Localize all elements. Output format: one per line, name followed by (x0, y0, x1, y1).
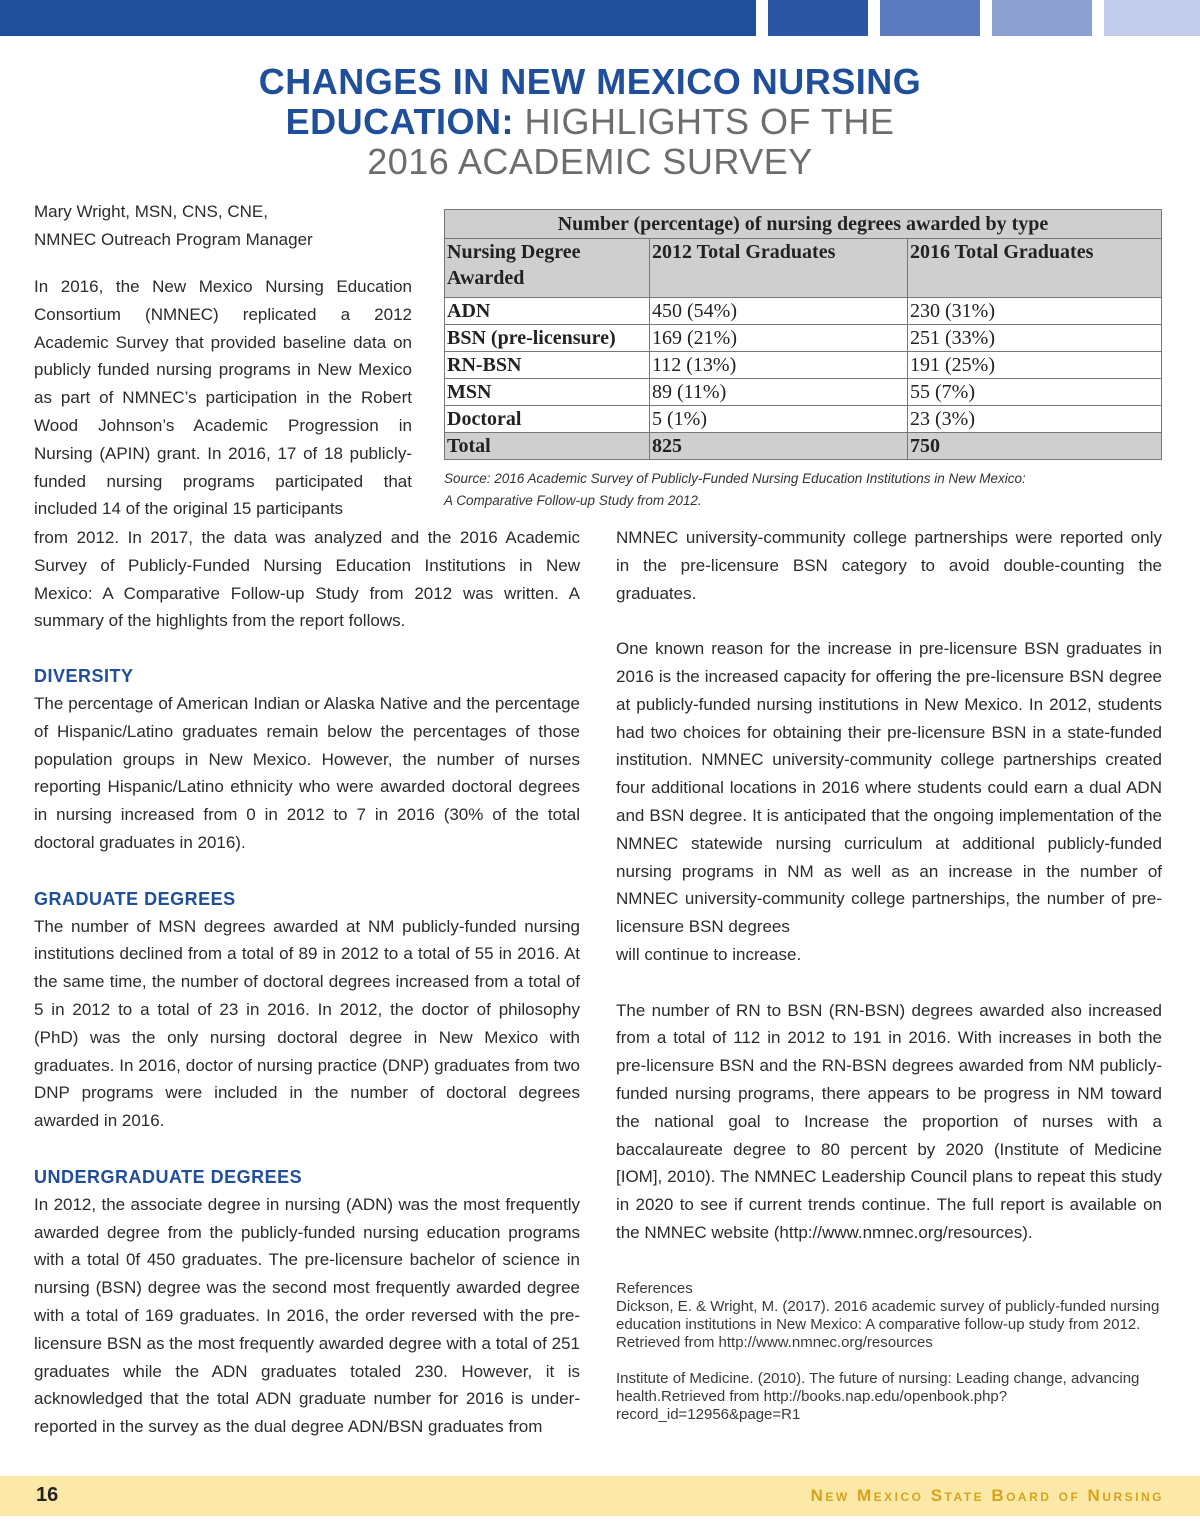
row-label: ADN (445, 298, 650, 325)
source-line-2: A Comparative Follow-up Study from 2012. (444, 493, 702, 508)
diversity-heading: DIVERSITY (34, 666, 134, 686)
table-total-row (445, 433, 1162, 460)
degrees-table (444, 209, 1162, 460)
color-block-2 (768, 0, 868, 36)
reference-1: Dickson, E. & Wright, M. (2017). 2016 academic survey of publicly-funded nursing education institutions in New Mexico: A comparative follow-up study from 2012. Retrieved from http://www.nmnec.org/resources (616, 1298, 1160, 1351)
left-column (34, 662, 580, 1441)
row-2016: 191 (25%) (908, 352, 1162, 379)
right-column (616, 524, 1162, 1247)
row-2016: 230 (31%) (908, 298, 1162, 325)
total-2012: 825 (650, 433, 908, 460)
references (616, 1280, 1162, 1424)
intro-text-part1: In 2016, the New Mexico Nursing Education Consortium (NMNEC) replicated a 2012 Academic Survey that provided baseline data on publicly funded nursing programs in New Mexico as part of NMNEC’s participation in the Robert Wood Johnson’s Academic Progression in Nursing (APIN) grant. In 2016, 17 of 18 publicly-funded nursing programs participated that included 14 of the original 15 participants (34, 277, 412, 519)
table-source (444, 468, 1162, 512)
intro-paragraph-continued (34, 524, 580, 635)
table-row (445, 406, 1162, 433)
total-2016: 750 (908, 433, 1162, 460)
graduate-degrees-heading: GRADUATE DEGREES (34, 888, 236, 909)
table-caption: Number (percentage) of nursing degrees awarded by type (445, 210, 1162, 239)
undergraduate-degrees-heading: UNDERGRADUATE DEGREES (34, 1166, 303, 1187)
row-label: MSN (445, 379, 650, 406)
title-line-2 (0, 102, 1180, 142)
references-heading: References (616, 1280, 693, 1297)
intro-text-part2: from 2012. In 2017, the data was analyzed and the 2016 Academic Survey of Publicly-Funded Nursing Education Institutions in New Mexico: A Comparative Follow-up Study from 2012 was written. A summary of the highlights from the report follows. (34, 528, 580, 631)
header-2016: 2016 Total Graduates (908, 239, 1162, 298)
table-header-row (445, 239, 1162, 298)
table-row (445, 352, 1162, 379)
header-2012: 2012 Total Graduates (650, 239, 908, 298)
journal-name: New Mexico State Board of Nursing (810, 1486, 1164, 1505)
color-block-3 (880, 0, 980, 36)
color-block-1 (0, 0, 756, 36)
degrees-table-wrapper (444, 209, 1162, 460)
right-paragraph-2-end: will continue to increase. (616, 944, 802, 964)
author-block (34, 198, 414, 254)
right-paragraph-2: One known reason for the increase in pre-licensure BSN graduates in 2016 is the increased capacity for offering the pre-licensure BSN degree at publicly-funded nursing institutions in New Mexico. In 2012, students had two choices for obtaining their pre-licensure BSN in a state-funded institution. NMNEC university-community college partnerships created four additional locations in 2016 where students could earn a dual ADN and BSN degree. It is anticipated that the ongoing implementation of the NMNEC statewide nursing curriculum at additional publicly-funded nursing programs in NM as well as an increase in the number of NMNEC university-community college partnerships, the number of pre-licensure BSN degrees (616, 639, 1162, 937)
row-label: RN-BSN (445, 352, 650, 379)
author-role: NMNEC Outreach Program Manager (34, 229, 313, 249)
graduate-degrees-body: The number of MSN degrees awarded at NM publicly-funded nursing institutions declined from a total of 89 in 2012 to a total of 55 in 2016. At the same time, the number of doctoral degrees increased from a total of 5 in 2012 to a total of 23 in 2016. In 2012, the doctor of philosophy (PhD) was the only nursing doctoral degree in New Mexico with graduates. In 2016, doctor of nursing practice (DNP) graduates from two DNP programs were included in the number of doctoral degrees awarded in 2016. (34, 916, 580, 1131)
header-degree: Nursing Degree Awarded (445, 239, 650, 298)
article-title (0, 62, 1180, 182)
row-2016: 23 (3%) (908, 406, 1162, 433)
right-paragraph-1: NMNEC university-community college partnerships were reported only in the pre-licensure BSN category to avoid double-counting the graduates. (616, 528, 1162, 603)
source-line-1: Source: 2016 Academic Survey of Publicly-Funded Nursing Education Institutions in New Mexico: (444, 471, 1026, 486)
title-line-2-rest: HIGHLIGHTS OF THE (513, 101, 895, 142)
right-paragraph-3: The number of RN to BSN (RN-BSN) degrees awarded also increased from a total of 112 in 2012 to 191 in 2016. With increases in both the pre-licensure BSN and the RN-BSN degrees awarded from NM publicly-funded nursing programs, there appears to be progress in NM toward the national goal to Increase the proportion of nurses with a baccalaureate degree to 80 percent by 2020 (Institute of Medicine [IOM], 2010). The NMNEC Leadership Council plans to repeat this study in 2020 to see if current trends continue. The full report is available on the NMNEC website (http://www.nmnec.org/resources). (616, 1000, 1162, 1242)
total-label: Total (445, 433, 650, 460)
top-color-bar (0, 0, 1200, 36)
page-number: 16 (36, 1484, 59, 1506)
row-2016: 251 (33%) (908, 325, 1162, 352)
row-2012: 112 (13%) (650, 352, 908, 379)
reference-2: Institute of Medicine. (2010). The future of nursing: Leading change, advancing health.Retrieved from http://books.nap.edu/openbook.php?record_id=12956&page=R1 (616, 1370, 1140, 1423)
author-name: Mary Wright, MSN, CNS, CNE, (34, 202, 268, 221)
table-row (445, 325, 1162, 352)
table-row (445, 379, 1162, 406)
row-2012: 89 (11%) (650, 379, 908, 406)
color-block-4 (992, 0, 1092, 36)
color-block-5 (1104, 0, 1200, 36)
table-caption-row (445, 210, 1162, 239)
undergraduate-degrees-body: In 2012, the associate degree in nursing (ADN) was the most frequently awarded degree from the publicly-funded nursing education programs with a total 0f 450 graduates. The pre-licensure bachelor of science in nursing (BSN) degree was the second most frequently awarded degree with a total of 169 graduates. In 2016, the order reversed with the pre-licensure BSN as the most frequently awarded degree with a total of 251 graduates while the ADN graduates totaled 230. However, it is acknowledged that the total ADN graduate number for 2016 is under-reported in the survey as the dual degree ADN/BSN graduates from (34, 1194, 580, 1437)
row-2012: 169 (21%) (650, 325, 908, 352)
row-label: BSN (pre-licensure) (445, 325, 650, 352)
row-2012: 5 (1%) (650, 406, 908, 433)
row-2012: 450 (54%) (650, 298, 908, 325)
title-line-3: 2016 ACADEMIC SURVEY (367, 141, 813, 182)
intro-paragraph (34, 273, 412, 523)
title-line-1: CHANGES IN NEW MEXICO NURSING (258, 61, 922, 102)
table-row (445, 298, 1162, 325)
title-line-2-bold: EDUCATION: (285, 101, 514, 142)
diversity-body: The percentage of American Indian or Alaska Native and the percentage of Hispanic/Latino graduates remain below the percentages of those population groups in New Mexico. However, the number of nurses reporting Hispanic/Latino ethnicity who were awarded doctoral degrees in nursing increased from 0 in 2012 to 7 in 2016 (30% of the total doctoral graduates in 2016). (34, 694, 580, 852)
row-label: Doctoral (445, 406, 650, 433)
row-2016: 55 (7%) (908, 379, 1162, 406)
